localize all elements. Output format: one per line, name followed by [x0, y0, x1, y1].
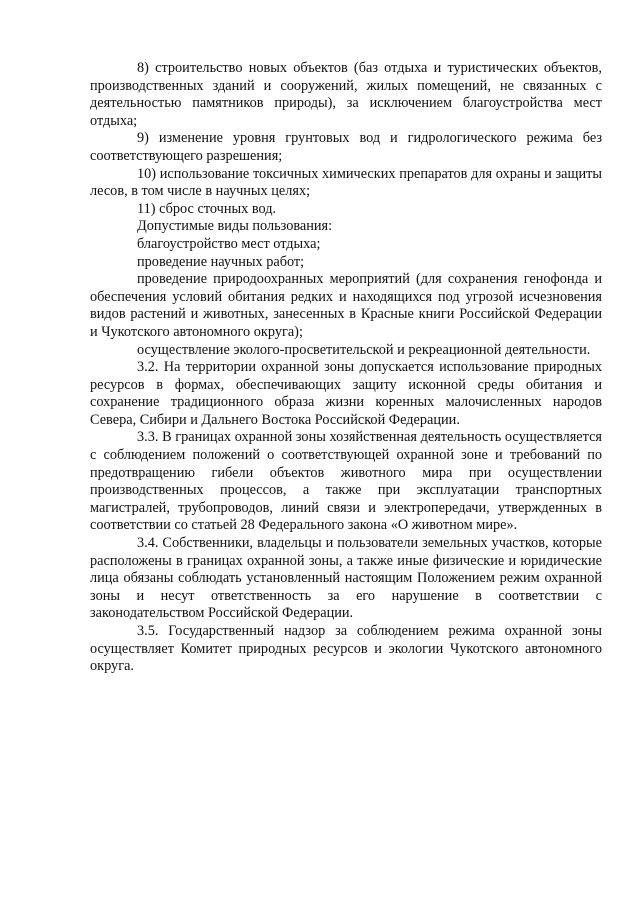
paragraph-allowed-use-4: осуществление эколого-просветительской и рекреационной деятельности.: [137, 341, 591, 358]
paragraph-3-3: 3.3. В границах охранной зоны хозяйственная деятельность осуществляется с соблюдением положений о соответствующей охранной зоне и требований по предотвращению гибели объектов животного мира при осуществлении производственных процессов, а также при эксплуатации транспортных магистралей, трубопроводов, линий связи и электропередачи, утвержденных в соответствии со статьей 28 Федерального закона «О животном мире».: [90, 429, 602, 534]
paragraph-allowed-use-1: благоустройство мест отдыха;: [137, 235, 321, 252]
paragraph-3-5: 3.5. Государственный надзор за соблюдением режима охранной зоны осуществляет Комитет природных ресурсов и экологии Чукотского автономного округа.: [90, 623, 602, 675]
paragraph-3-2: 3.2. На территории охранной зоны допускается использование природных ресурсов в формах, обеспечивающих защиту исконной среды обитания и сохранение традиционного образа жизни коренных малочисленных народов Севера, Сибири и Дальнего Востока Российской Федерации.: [90, 359, 602, 428]
paragraph-item-11: 11) сброс сточных вод.: [137, 200, 277, 217]
paragraph-allowed-use-2: проведение научных работ;: [137, 253, 305, 270]
document-body: [90, 60, 602, 676]
paragraph-allowed-use-3: проведение природоохранных мероприятий (для сохранения генофонда и обеспечения условий обитания редких и находящихся под угрозой исчезновения видов растений и животных, занесенных в Красные книги Российской Федерации и Чукотского автономного округа);: [90, 271, 602, 340]
paragraph-item-8: 8) строительство новых объектов (баз отдыха и туристических объектов, производственных зданий и сооружений, жилых помещений, не связанных с деятельностью памятников природы), за исключением благоустройства мест отдыха;: [90, 60, 602, 129]
paragraph-allowed-uses-heading: Допустимые виды пользования:: [137, 218, 333, 235]
paragraph-item-9: 9) изменение уровня грунтовых вод и гидрологического режима без соответствующего разрешения;: [90, 130, 602, 164]
paragraph-3-4: 3.4. Собственники, владельцы и пользователи земельных участков, которые расположены в границах охранной зоны, а также иные физические и юридические лица обязаны соблюдать установленный настоящим Положением режим охранной зоны и несут ответственность за его нарушение в соответствии с законодательством Российской Федерации.: [90, 535, 602, 622]
paragraph-item-10: 10) использование токсичных химических препаратов для охраны и защиты лесов, в том числе в научных целях;: [90, 165, 602, 200]
